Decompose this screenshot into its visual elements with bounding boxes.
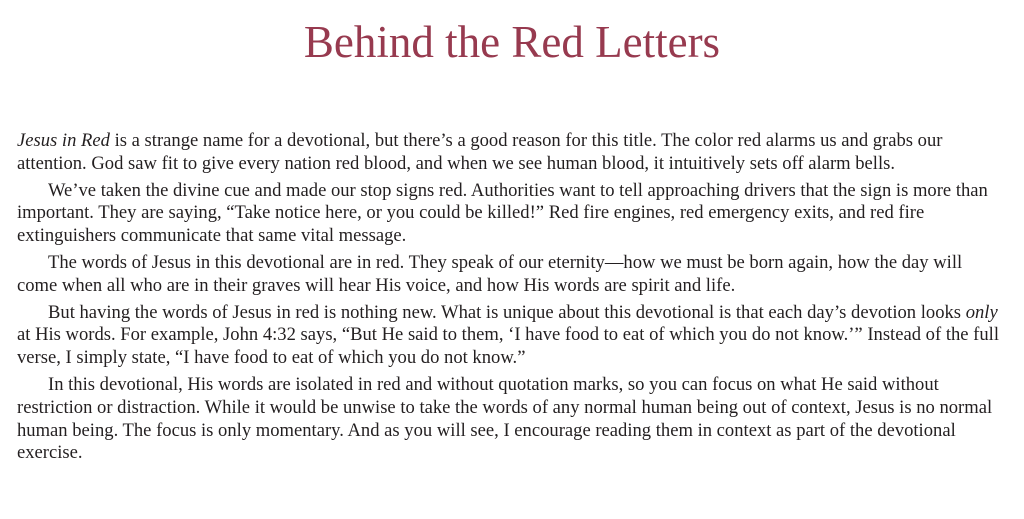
paragraph-2: We’ve taken the divine cue and made our stop signs red. Authorities want to tell approaching drivers that the sign is more than important. They are saying, “Take notice here, or you could be killed!” Red fire engines, red emergency exits, and red fire extinguishers communicate that same vital message. [17,179,988,247]
page-title: Behind the Red Letters [303,17,721,67]
paragraph-5: In this devotional, His words are isolated in red and without quotation marks, so you can focus on what He said without restriction or distraction. While it would be unwise to take the words of any normal human being out of context, Jesus is no normal human being. The focus is only momentary. And as you will see, I encourage reading them in context as part of the devotional exercise. [17,373,993,464]
italic-book-title: Jesus in Red [17,130,110,151]
paragraph-1-text: is a strange name for a devotional, but there’s a good reason for this title. The color red alarms us and grabs our attention. God saw fit to give every nation red blood, and when we see human blood, it intuitively sets off alarm bells. [17,130,943,174]
italic-emphasis: only [965,301,998,323]
body-text [17,130,1007,469]
paragraph-4-text-before: But having the words of Jesus in red is nothing new. What is unique about this devotional is that each day’s devotion looks [48,301,966,323]
paragraph-1 [17,130,1007,176]
paragraph-4 [17,302,1007,370]
paragraph-3: The words of Jesus in this devotional are in red. They speak of our eternity—how we must be born again, how the day will come when all who are in their graves will hear His voice, and how His words are spirit and life. [17,251,963,296]
paragraph-4-text-after: at His words. For example, John 4:32 says, “But He said to them, ‘I have food to eat of which you do not know.’” Instead of the full verse, I simply state, “I have food to eat of which you do not know.” [17,324,1000,369]
